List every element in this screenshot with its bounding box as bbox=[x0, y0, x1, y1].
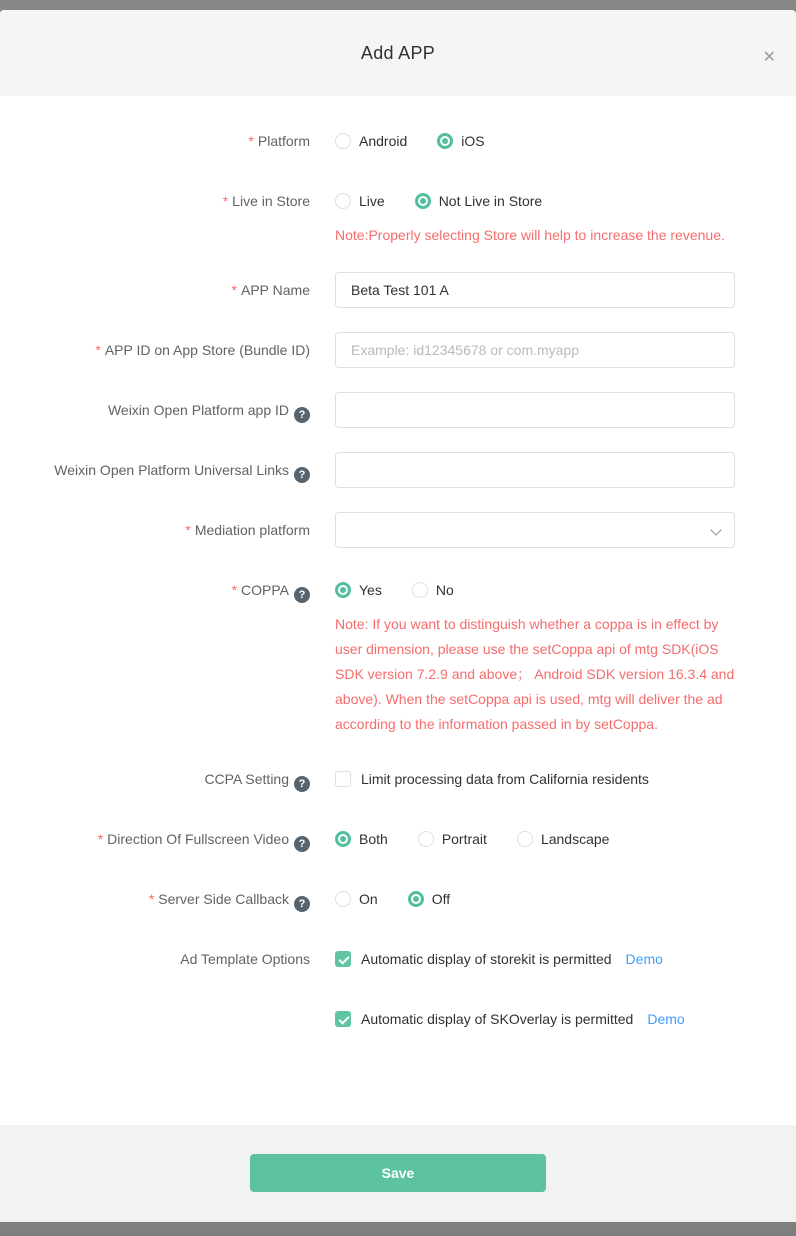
modal-footer bbox=[0, 1125, 796, 1222]
live-in-store-note: Note:Properly selecting Store will help to increase the revenue. bbox=[335, 227, 725, 243]
required-marker: * bbox=[95, 342, 101, 358]
server-side-callback-options bbox=[335, 881, 735, 917]
direction-radio-both[interactable]: Both bbox=[335, 831, 388, 847]
fullscreen-direction-row bbox=[0, 821, 796, 857]
app-name-input[interactable] bbox=[335, 272, 735, 308]
radio-icon bbox=[335, 891, 351, 907]
weixin-universal-links-row bbox=[0, 452, 796, 488]
modal-title: Add APP bbox=[360, 42, 436, 63]
chevron-down-icon bbox=[710, 524, 721, 535]
required-marker: * bbox=[248, 133, 254, 149]
checkbox-checked-icon bbox=[335, 951, 351, 967]
callback-radio-on[interactable]: On bbox=[335, 891, 378, 907]
ccpa-label: CCPA Setting ? bbox=[0, 761, 310, 797]
checkbox-checked-icon bbox=[335, 1011, 351, 1027]
coppa-options bbox=[335, 572, 735, 737]
weixin-app-id-label: Weixin Open Platform app ID ? bbox=[0, 392, 310, 428]
modal-body bbox=[0, 96, 796, 1125]
storekit-demo-link[interactable]: Demo bbox=[625, 951, 663, 967]
live-in-store-options bbox=[335, 183, 735, 248]
ccpa-checkbox[interactable]: Limit processing data from California residents bbox=[335, 771, 649, 787]
help-icon[interactable]: ? bbox=[294, 587, 310, 603]
radio-icon bbox=[517, 831, 533, 847]
coppa-row bbox=[0, 572, 796, 737]
required-marker: * bbox=[97, 831, 104, 847]
add-app-modal bbox=[0, 10, 796, 1222]
page-background-top bbox=[0, 0, 796, 10]
modal-header bbox=[0, 10, 796, 96]
weixin-universal-links-input[interactable] bbox=[335, 452, 735, 488]
help-icon[interactable]: ? bbox=[294, 896, 310, 912]
weixin-app-id-row bbox=[0, 392, 796, 428]
help-icon[interactable]: ? bbox=[294, 776, 310, 792]
required-marker: * bbox=[231, 282, 237, 298]
help-icon[interactable]: ? bbox=[294, 836, 310, 852]
fullscreen-direction-options bbox=[335, 821, 735, 857]
app-name-row bbox=[0, 272, 796, 308]
mediation-platform-select[interactable] bbox=[335, 512, 735, 548]
ccpa-row bbox=[0, 761, 796, 797]
app-id-input[interactable] bbox=[335, 332, 735, 368]
required-marker: * bbox=[231, 582, 238, 598]
app-id-label: * APP ID on App Store (Bundle ID) bbox=[95, 342, 310, 358]
live-in-store-label: * Live in Store bbox=[222, 193, 310, 209]
skoverlay-demo-link[interactable]: Demo bbox=[647, 1011, 685, 1027]
radio-selected-icon bbox=[408, 891, 424, 907]
coppa-radio-no[interactable]: No bbox=[412, 582, 454, 598]
direction-radio-portrait[interactable]: Portrait bbox=[418, 831, 487, 847]
required-marker: * bbox=[148, 891, 155, 907]
coppa-note: Note: If you want to distinguish whether a coppa is in effect by user dimension, please use the setCoppa api of mtg SDK(iOS SDK version 7.2.9 and above； Android SDK version 16.3.4 and above). When the setCoppa api is used, mtg will deliver the ad according to the information passed in by setCoppa. bbox=[335, 616, 735, 732]
radio-selected-icon bbox=[437, 133, 453, 149]
radio-icon bbox=[418, 831, 434, 847]
platform-label: * Platform bbox=[248, 133, 310, 149]
radio-icon bbox=[335, 193, 351, 209]
coppa-label: * COPPA ? bbox=[0, 572, 310, 608]
direction-radio-landscape[interactable]: Landscape bbox=[517, 831, 610, 847]
server-side-callback-row bbox=[0, 881, 796, 917]
platform-row bbox=[0, 123, 796, 159]
help-icon[interactable]: ? bbox=[294, 467, 310, 483]
page-background-bottom bbox=[0, 1222, 796, 1236]
live-in-store-row bbox=[0, 183, 796, 248]
mediation-platform-row bbox=[0, 512, 796, 548]
radio-selected-icon bbox=[335, 831, 351, 847]
ad-template-options-row bbox=[0, 941, 796, 1037]
live-radio-not-live[interactable]: Not Live in Store bbox=[415, 193, 543, 209]
live-radio-live[interactable]: Live bbox=[335, 193, 385, 209]
skoverlay-checkbox[interactable]: Automatic display of SKOverlay is permitted bbox=[335, 1011, 633, 1027]
storekit-checkbox[interactable]: Automatic display of storekit is permitted bbox=[335, 951, 612, 967]
server-side-callback-label: * Server Side Callback ? bbox=[0, 881, 310, 917]
app-name-label: * APP Name bbox=[231, 282, 310, 298]
radio-selected-icon bbox=[335, 582, 351, 598]
weixin-universal-links-label: Weixin Open Platform Universal Links ? bbox=[0, 452, 310, 488]
save-button[interactable]: Save bbox=[250, 1154, 546, 1192]
ad-template-options-label: Ad Template Options bbox=[180, 951, 310, 967]
mediation-platform-label: * Mediation platform bbox=[185, 522, 310, 538]
radio-icon bbox=[412, 582, 428, 598]
required-marker: * bbox=[222, 193, 229, 209]
coppa-radio-yes[interactable]: Yes bbox=[335, 582, 382, 598]
checkbox-icon bbox=[335, 771, 351, 787]
platform-options bbox=[335, 123, 735, 159]
app-id-row bbox=[0, 332, 796, 368]
callback-radio-off[interactable]: Off bbox=[408, 891, 450, 907]
required-marker: * bbox=[185, 522, 191, 538]
radio-icon bbox=[335, 133, 351, 149]
platform-radio-android[interactable]: Android bbox=[335, 133, 407, 149]
weixin-app-id-input[interactable] bbox=[335, 392, 735, 428]
fullscreen-direction-label: * Direction Of Fullscreen Video ? bbox=[0, 821, 310, 857]
help-icon[interactable]: ? bbox=[294, 407, 310, 423]
platform-radio-ios[interactable]: iOS bbox=[437, 133, 484, 149]
close-icon[interactable]: ✕ bbox=[762, 49, 776, 66]
ad-template-options bbox=[335, 941, 735, 1037]
radio-selected-icon bbox=[415, 193, 431, 209]
